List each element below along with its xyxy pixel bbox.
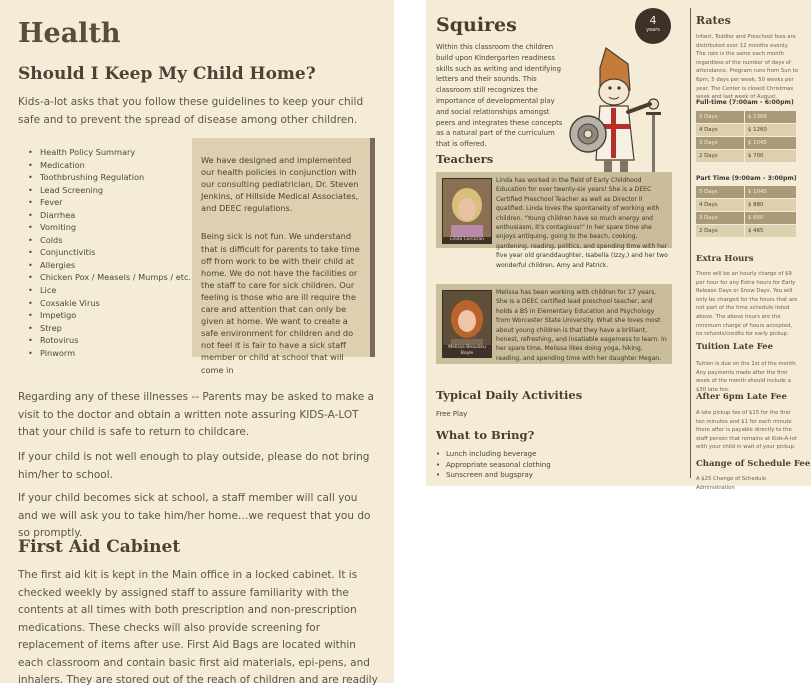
age-badge	[635, 8, 671, 44]
rate-price: $ 880	[744, 199, 796, 211]
rate-row	[696, 225, 796, 237]
doctor-note-paragraph: Regarding any of these illnesses -- Parents may be asked to make a visit to the doctor and obtain a written note assuring KIDS-A-LOT that your child is safe to return to childcare.	[18, 391, 374, 438]
squires-title: Squires	[436, 14, 517, 36]
illness-item[interactable]: • Allergies	[28, 259, 193, 272]
illness-item[interactable]: • Conjunctivitis	[28, 246, 193, 259]
teacher-card-melissa	[436, 284, 672, 364]
rate-days: 5 Days	[696, 186, 744, 198]
teacher-bio-linda: Linda has worked in the field of Early Childhood Education for over twenty-six years! She is a DEEC Certified Preschool Teacher as well as Director II qualified. Linda loves the spontaneity of working with children. "Young children have so much energy and enthusiasm, it's contagious!" In her spare time she enjoys antiquing, going to the beach, cooking, gardening, reading, politics, and spending time with her five year old granddaughter, Isabella (Izzy,) and her two wonderful children, Amy and Patrick.	[496, 177, 668, 269]
part-time-label: Part Time (9:00am - 3:00pm)	[696, 175, 797, 182]
activities-heading: Typical Daily Activities	[436, 388, 583, 402]
health-panel	[0, 0, 394, 686]
part-time-rates-table	[696, 185, 796, 238]
illness-item[interactable]: • Health Policy Summary	[28, 146, 193, 159]
rate-row	[696, 137, 796, 149]
rate-days: 5 Days	[696, 111, 744, 123]
illness-item[interactable]: • Lice	[28, 284, 193, 297]
rate-row	[696, 186, 796, 198]
not-well-paragraph: If your child is not well enough to play outside, please do not bring him/her to school.	[18, 451, 370, 481]
bring-item: • Sunscreen and bugspray	[436, 470, 551, 481]
policy-text-1: We have designed and implemented our health policies in conjunction with our consulting pediatrician, Dr. Steven Jenkins, of Hillside Medical Associates, and DEEC regulations.	[201, 155, 359, 214]
illness-item[interactable]: • Vomiting	[28, 221, 193, 234]
bring-list	[436, 449, 551, 481]
bring-item: • Lunch including beverage	[436, 449, 551, 460]
bring-heading: What to Bring?	[436, 428, 535, 442]
illness-item[interactable]: • Fever	[28, 196, 193, 209]
teachers-heading: Teachers	[436, 152, 494, 166]
keep-home-heading: Should I Keep My Child Home?	[18, 64, 316, 84]
illness-item[interactable]: • Toothbrushing Regulation	[28, 171, 193, 184]
tuition-late-text: Tuition is due on the 1st of the month. Any payments made after the first week of the month should include a $30 late fee.	[696, 361, 798, 393]
squires-description: Within this classroom the children build upon Kindergarten readiness skills such as writing and identifying letters and their sounds. This classroom still recognizes the importance of developmental play and social relationships amongst peers and integrates these concepts as a natural part of the curriculum that is offered.	[436, 43, 563, 149]
rate-price: $ 1366	[744, 111, 796, 123]
rates-intro: Infant, Toddler and Preschool fees are distributed over 12 months evenly. The rate is the same each month regardless of the number of days of attendance. Program runs from Sun to 6pm, 5 days per week, 50 weeks per year. The Center is closed Christmas week and last week of August.	[696, 34, 798, 101]
bring-item: • Appropriate seasonal clothing	[436, 460, 551, 471]
rate-price: $ 1045	[744, 137, 796, 149]
rate-price: $ 465	[744, 225, 796, 237]
rates-heading: Rates	[696, 14, 731, 27]
illness-item[interactable]: • Pinworm	[28, 347, 193, 360]
rate-days: 4 Days	[696, 199, 744, 211]
rate-days: 3 Days	[696, 137, 744, 149]
rate-price: $ 700	[744, 150, 796, 162]
illness-item[interactable]: • Diarrhea	[28, 209, 193, 222]
squires-panel	[426, 0, 811, 491]
rate-days: 4 Days	[696, 124, 744, 136]
extra-hours-heading: Extra Hours	[696, 254, 754, 264]
after6-text: A late pickup fee of $15 for the first ten minutes and $1 for each minute there after is payable directly to the staff person that remains at Kids-A-lot with your child in wait of your pickup.	[696, 410, 797, 451]
policy-text-2: Being sick is not fun. We understand that is difficult for parents to take time off from work to be with their child at home. We do not have the facilities or the staff to care for sick children. Our feeling is those who are ill require the care and attention that can only be given at home. We want to create a safe environment for children and do not feel it is fair to have a sick staff member or child at school that will come in	[201, 231, 360, 375]
rate-row	[696, 212, 796, 224]
sidebar-divider	[690, 8, 691, 478]
sick-at-school-paragraph: If your child becomes sick at school, a staff member will call you and we will ask you to take him/her home…we request that you do so promptly.	[18, 492, 371, 539]
illness-item[interactable]: • Impetigo	[28, 309, 193, 322]
rate-price: $ 1045	[744, 186, 796, 198]
health-intro: Kids-a-lot asks that you follow these guidelines to keep your child safe and to prevent the spread of disease among other children.	[18, 96, 364, 126]
age-unit: years	[646, 27, 660, 33]
illness-item[interactable]: • Coxsakie Virus	[28, 297, 193, 310]
illness-item[interactable]: • Lead Screening	[28, 184, 193, 197]
illness-item[interactable]: • Medication	[28, 159, 193, 172]
rate-row	[696, 124, 796, 136]
rate-days: 2 Days	[696, 225, 744, 237]
extra-hours-text: There will be an hourly charge of $9 per hour for any Extra hours for Early Release Days or Snow Days. You will only be charged for the hours that are not part of the time schedule listed above. The above hours are the minimum charge of hours accepted, no refunds/credits for early pickup.	[696, 271, 798, 338]
illness-item[interactable]: • Rotovirus	[28, 334, 193, 347]
teacher-caption-melissa: Melissa Beaulieu Boyle	[443, 345, 491, 357]
illness-list	[28, 146, 193, 359]
tuition-late-heading: Tuition Late Fee	[696, 342, 774, 352]
after6-heading: After 6pm Late Fee	[696, 392, 787, 402]
health-title: Health	[18, 18, 121, 49]
rate-days: 2 Days	[696, 150, 744, 162]
full-time-label: Full-time (7:00am - 6:00pm)	[696, 99, 794, 106]
illness-item[interactable]: • Colds	[28, 234, 193, 247]
teacher-caption-linda: Linda Corcoran	[443, 237, 491, 243]
schedule-fee-heading: Change of Schedule Fee	[696, 459, 811, 469]
teacher-bio-melissa: Melissa has been working with children for 17 years. She is a DEEC certified lead preschool teacher, and holds a BS in Elementary Education and Psychology from Worcester State University. What she loves most about young children is that they have a brilliant, honest, refreshing, and insatiable eagerness to learn. In her spare time, Melissa likes doing yoga, hiking, reading, and spending time with her daughter Megan.	[496, 289, 667, 362]
full-time-rates-table	[696, 110, 796, 163]
activities-text: Free Play	[436, 410, 468, 418]
schedule-fee-text: A $25 Change of Schedule Administration	[696, 476, 767, 491]
illness-item[interactable]: • Chicken Pox / Measels / Mumps / etc.	[28, 271, 193, 284]
rate-price: $ 660	[744, 212, 796, 224]
rate-days: 3 Days	[696, 212, 744, 224]
rate-row	[696, 199, 796, 211]
rate-row	[696, 150, 796, 162]
age-number: 4	[649, 14, 657, 27]
first-aid-text: The first aid kit is kept in the Main office in a locked cabinet. It is checked weekly by assigned staff to assure familiarity with the contents at all times with both prescription and non-prescription medications. These checks will also provide screening for replacement of items after use. First Aid Bags are located within each classroom and contain basic first aid materials, epi-pens, and inhalers. They are stored out of the reach of children and are readily	[18, 569, 378, 686]
illness-item[interactable]: • Strep	[28, 322, 193, 335]
rate-price: $ 1260	[744, 124, 796, 136]
teacher-photo-linda	[442, 178, 492, 244]
teacher-card-linda	[436, 172, 672, 269]
linda-photo-art	[443, 179, 491, 243]
first-aid-heading: First Aid Cabinet	[18, 537, 181, 557]
teacher-photo-melissa	[442, 290, 492, 358]
policy-box	[192, 138, 375, 375]
rate-row	[696, 111, 796, 123]
